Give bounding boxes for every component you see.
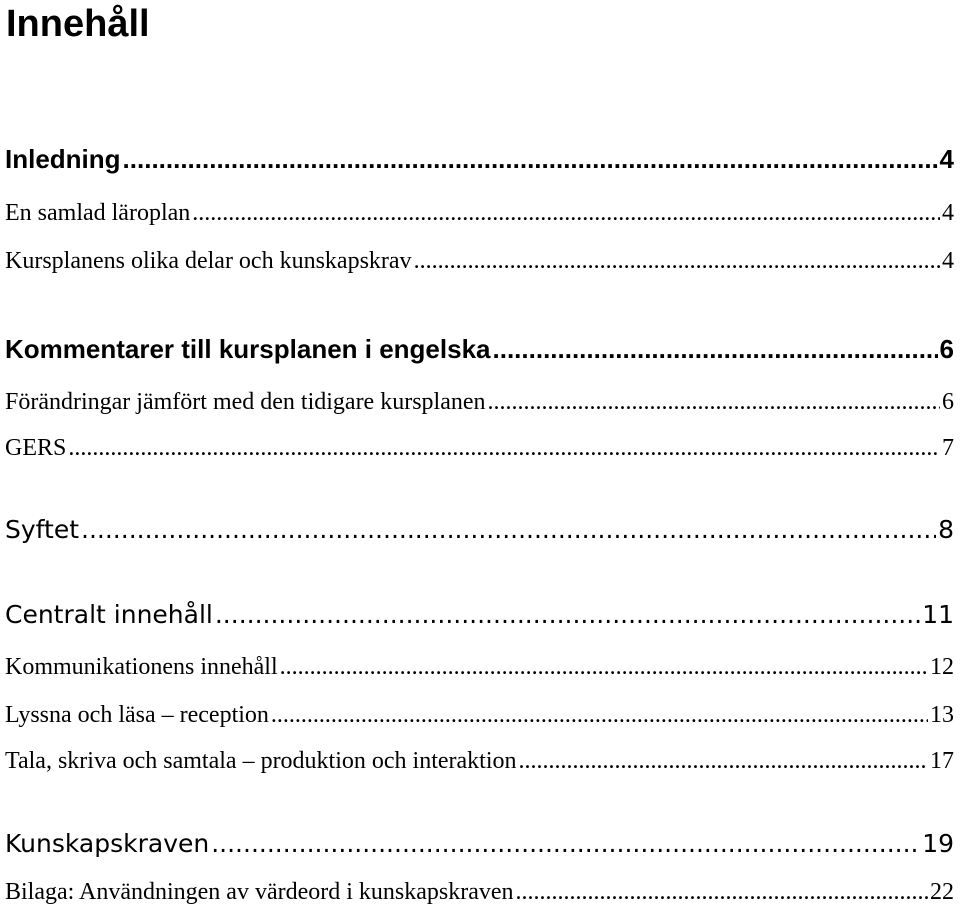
- toc-leader-dots: [271, 702, 928, 729]
- toc-entry-kunskapskraven[interactable]: [5, 829, 954, 858]
- toc-entry-text: Lyssna och läsa – reception: [5, 702, 269, 728]
- toc-page-number: 4: [942, 200, 954, 226]
- toc-entry-text: Kursplanens olika delar och kunskapskrav: [5, 248, 412, 274]
- toc-leader-dots: [123, 144, 938, 175]
- toc-entry-kursplanens-olika-delar[interactable]: [5, 248, 954, 275]
- toc-entry-text: Kommentarer till kursplanen i engelska: [5, 334, 491, 364]
- toc-leader-dots: [493, 334, 938, 365]
- toc-entry-kommentarer[interactable]: [5, 334, 954, 365]
- toc-page-number: 17: [930, 748, 954, 774]
- toc-page-number: 4: [939, 144, 954, 174]
- toc-entry-text: Centralt innehåll: [5, 600, 213, 629]
- toc-entry-text: En samlad läroplan: [5, 200, 191, 226]
- toc-page-number: 12: [930, 654, 954, 680]
- toc-leader-dots: [211, 829, 920, 858]
- toc-page-number: 4: [942, 248, 954, 274]
- toc-leader-dots: [488, 389, 940, 416]
- toc-entry-bilaga[interactable]: [5, 879, 954, 906]
- toc-leader-dots: [519, 748, 928, 775]
- toc-leader-dots: [68, 435, 940, 462]
- toc-entry-gers[interactable]: [5, 435, 954, 462]
- page-title: Innehåll: [6, 3, 150, 45]
- toc-entry-en-samlad-laroplan[interactable]: [5, 200, 954, 227]
- toc-page-number: 6: [942, 389, 954, 415]
- toc-entry-text: GERS: [5, 435, 67, 461]
- toc-leader-dots: [81, 515, 936, 544]
- toc-entry-text: Bilaga: Användningen av värdeord i kunskapskraven: [5, 879, 514, 905]
- toc-entry-inledning[interactable]: [5, 144, 954, 175]
- toc-page-number: 8: [938, 515, 954, 544]
- toc-entry-lyssna-och-lasa[interactable]: [5, 702, 954, 729]
- toc-entry-text: Syftet: [5, 515, 80, 544]
- toc-page-number: 7: [942, 435, 954, 461]
- toc-entry-text: Kunskapskraven: [5, 829, 210, 858]
- toc-page-number: 22: [930, 879, 954, 905]
- toc-page-number: 11: [922, 600, 954, 629]
- toc-page-number: 19: [922, 829, 954, 858]
- toc-entry-text: Kommunikationens innehåll: [5, 654, 278, 680]
- toc-entry-forandringar[interactable]: [5, 389, 954, 416]
- toc-entry-tala-skriva[interactable]: [5, 748, 954, 775]
- toc-leader-dots: [516, 879, 928, 906]
- toc-entry-text: Inledning: [5, 144, 121, 174]
- toc-leader-dots: [215, 600, 920, 629]
- toc-leader-dots: [280, 654, 928, 681]
- toc-page-number: 13: [930, 702, 954, 728]
- toc-entry-syftet[interactable]: [5, 515, 954, 544]
- toc-page-number: 6: [939, 334, 954, 364]
- toc-leader-dots: [414, 248, 940, 275]
- toc-entry-centralt-innehall[interactable]: [5, 600, 954, 629]
- toc-leader-dots: [192, 200, 940, 227]
- toc-entry-text: Förändringar jämfört med den tidigare kursplanen: [5, 389, 486, 415]
- toc-entry-kommunikationens-innehall[interactable]: [5, 654, 954, 681]
- toc-entry-text: Tala, skriva och samtala – produktion och interaktion: [5, 748, 517, 774]
